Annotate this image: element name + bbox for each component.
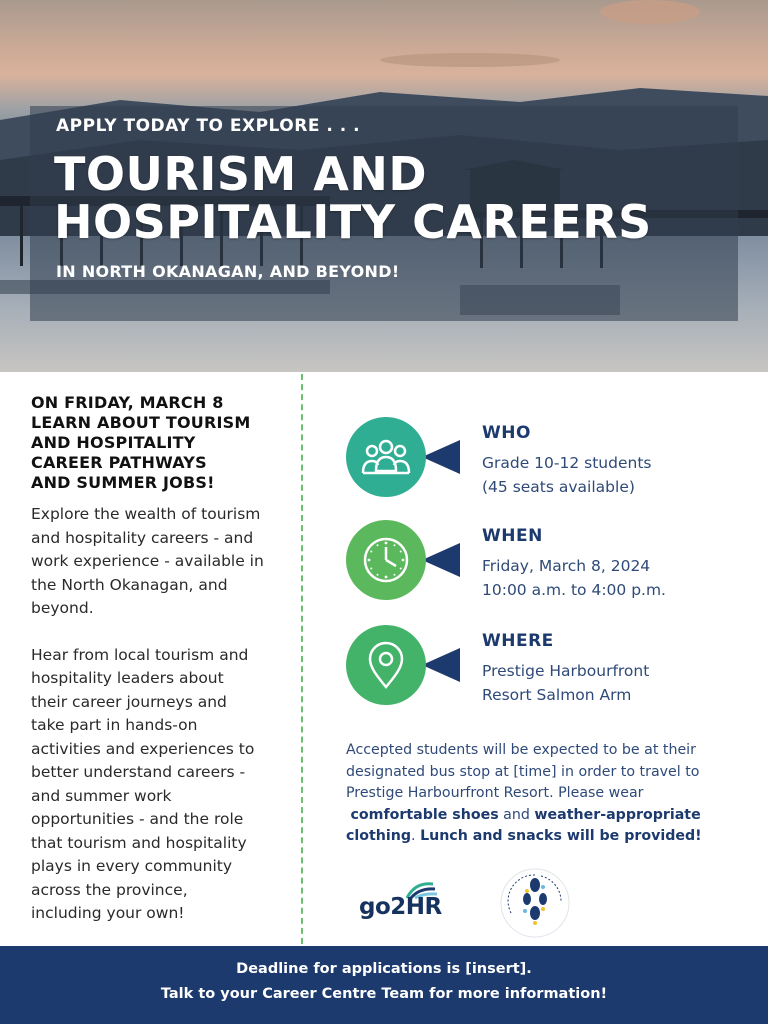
- left-heading-line: AND SUMMER JOBS!: [31, 473, 215, 492]
- who-block: [346, 417, 746, 499]
- go2hr-logo: [359, 880, 442, 924]
- left-column: [31, 393, 289, 926]
- hero-title-line-1: TOURISM AND: [54, 147, 428, 201]
- left-heading-line: CAREER PATHWAYS: [31, 453, 207, 472]
- go2hr-wordmark: go2HR: [359, 894, 442, 920]
- hero-title-line-2: HOSPITALITY CAREERS: [54, 195, 652, 249]
- career-education-seal: [497, 865, 573, 941]
- career-education-logo: [497, 865, 573, 941]
- who-circle: [346, 417, 426, 497]
- when-block: [346, 520, 746, 602]
- when-text: Friday, March 8, 2024 10:00 a.m. to 4:00 p.m.: [482, 557, 666, 599]
- when-circle: [346, 520, 426, 600]
- footer-contact: Talk to your Career Centre Team for more information!: [160, 986, 608, 1002]
- hero-title: [54, 147, 652, 249]
- location-pin-icon: [346, 625, 426, 705]
- footer-banner: [0, 946, 768, 1024]
- people-icon: [346, 417, 426, 497]
- paragraph-hear: Hear from local tourism and hospitality leaders about their career journeys and take part in hands-on activities and experiences to better understand careers - and summer work opportunities - and the role that tourism and hospitality plays in every community across the province, including your own!: [31, 645, 255, 922]
- left-heading-line: LEARN ABOUT TOURISM: [31, 413, 251, 432]
- who-label: WHO: [482, 423, 531, 443]
- column-divider: [301, 374, 303, 944]
- where-text: Prestige Harbourfront Resort Salmon Arm: [482, 662, 650, 704]
- when-label: WHEN: [482, 526, 543, 546]
- left-heading: [31, 393, 289, 493]
- clock-icon: [346, 520, 426, 600]
- where-block: [346, 625, 746, 707]
- hero-banner: [0, 0, 768, 372]
- left-heading-line: AND HOSPITALITY: [31, 433, 196, 452]
- who-text: Grade 10-12 students (45 seats available): [482, 454, 652, 496]
- where-circle: [346, 625, 426, 705]
- paragraph-explore: Explore the wealth of tourism and hospitality careers - and work experience - available in the North Okanagan, and beyond.: [31, 505, 264, 617]
- where-pointer: [422, 648, 460, 682]
- hero-subtitle: IN NORTH OKANAGAN, AND BEYOND!: [56, 262, 400, 281]
- hero-kicker: APPLY TODAY TO EXPLORE . . .: [56, 116, 361, 136]
- left-heading-line: ON FRIDAY, MARCH 8: [31, 393, 224, 412]
- who-pointer: [422, 440, 460, 474]
- attendance-note: Accepted students will be expected to be at their designated bus stop at [time] in order to travel to Prestige Harbourfront Resort. Please wear comfortable shoes and weather-appropriate clothing. Lunch and snacks will be provided!: [346, 742, 702, 844]
- footer-deadline: Deadline for applications is [insert].: [236, 961, 532, 977]
- where-label: WHERE: [482, 631, 554, 651]
- when-pointer: [422, 543, 460, 577]
